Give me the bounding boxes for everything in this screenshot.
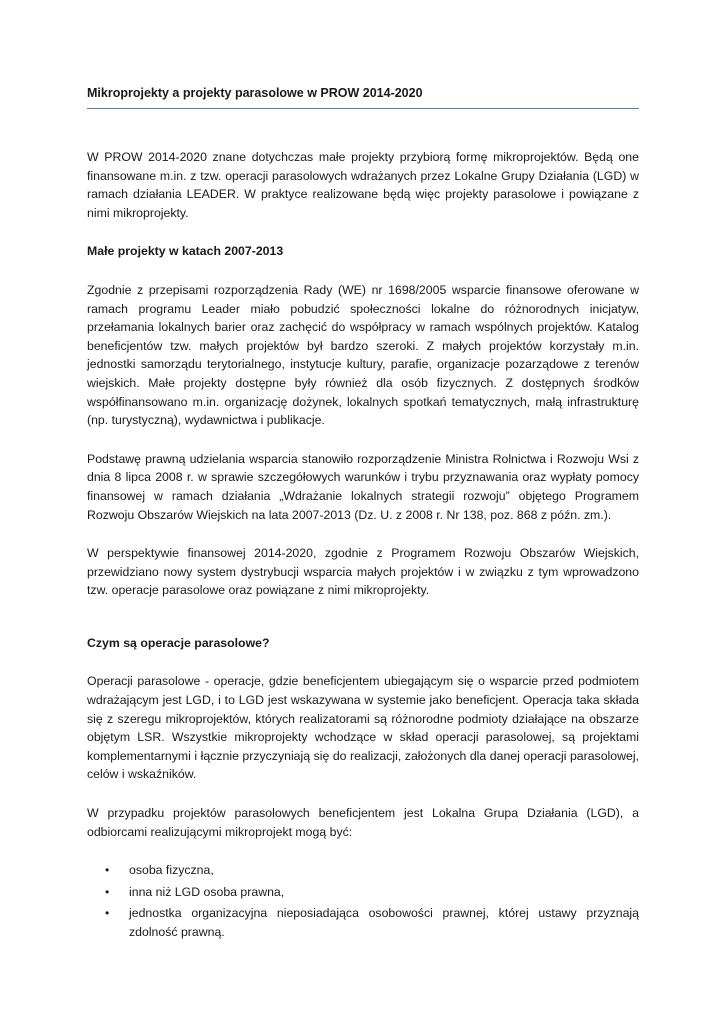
list-item-text: inna niż LGD osoba prawna, [129,884,285,899]
bullet-icon: • [105,906,110,921]
bullet-icon: • [105,863,110,878]
section-heading-small-projects: Małe projekty w katach 2007-2013 [87,244,284,259]
paragraph-legal-basis: Podstawę prawną udzielania wsparcia stanowiło rozporządzenie Ministra Rolnictwa i Rozwoju Wsi z dnia 8 lipca 2008 r. w sprawie szczegółowych warunków i trybu przyznawania oraz wypłaty pomocy finansowej w ramach działania „Wdrażanie lokalnych strategii rozwoju” objętego Programem Rozwoju Obszarów Wiejskich na lata 2007-2013 (Dz. U. z 2008 r. Nr 138, poz. 868 z późn. zm.). [87,451,639,522]
document-title: Mikroprojekty a projekty parasolowe w PROW 2014-2020 [87,86,423,100]
intro-paragraph: W PROW 2014-2020 znane dotychczas małe projekty przybiorą formę mikroprojektów. Będą one finansowane m.in. z tzw. operacji parasolowych wdrażanych przez Lokalne Grupy Działania (LGD) w ramach działania LEADER. W praktyce realizowane będą więc projekty parasolowe i powiązane z nimi mikroprojekty. [87,150,639,220]
paragraph-small-projects-rules: Zgodnie z przepisami rozporządzenia Rady (WE) nr 1698/2005 wsparcie finansowe oferowane w ramach programu Leader miało pobudzić społeczności lokalne do różnorodnych inicjatyw, przełamania lokalnych barier oraz zachęcić do współpracy w ramach wspólnych projektów. Katalog beneficjentów tzw. małych projektów był bardzo szeroki. Z małych projektów korzystały m.in. jednostki samorządu terytorialnego, instytucje kultury, parafie, organizacje pozarządowe z terenów wiejskich. Małe projekty dostępne były również dla osób fizycznych. Z dostępnych środków współfinansowano m.in. organizację dożynek, lokalnych spotkań tematycznych, małą infrastrukturę (np. turystyczną), wydawnictwa i publikacje. [87,282,639,428]
paragraph-umbrella-recipients: W przypadku projektów parasolowych beneficjentem jest Lokalna Grupa Działania (LGD), a odbiorcami realizującymi mikroprojekt mogą być: [87,806,639,839]
list-item-text: osoba fizyczna, [129,863,214,878]
document-body [87,148,639,945]
list-item [87,861,639,880]
title-underline-rule [87,108,639,109]
recipients-list [87,861,639,941]
paragraph-umbrella-definition: Operacji parasolowe - operacje, gdzie beneficjentem ubiegającym się o wsparcie przed podmiotem wdrażającym jest LGD, i to LGD jest wskazywana w systemie jako beneficjent. Operacja taka składa się z szeregu mikroprojektów, których realizatorami są różnorodne podmioty działające na obszarze objętym LSR. Wszystkie mikroprojekty wchodzące w skład operacji parasolowej, są projektami komplementarnymi i łącznie przyczyniają się do realizacji, założonych dla danej operacji parasolowej, celów i wskaźników. [87,674,639,782]
list-item-text: jednostka organizacyjna nieposiadająca osobowości prawnej, której ustawy przyznają zdolność prawną. [129,906,639,939]
list-item [87,883,639,902]
bullet-icon: • [105,884,110,899]
paragraph-new-perspective: W perspektywie finansowej 2014-2020, zgodnie z Programem Rozwoju Obszarów Wiejskich, przewidziano nowy system dystrybucji wsparcia małych projektów i w związku z tym wprowadzono tzw. operacje parasolowe oraz powiązane z nimi mikroprojekty. [87,546,639,598]
list-item [87,904,639,941]
section-heading-umbrella-operations: Czym są operacje parasolowe? [87,635,270,650]
